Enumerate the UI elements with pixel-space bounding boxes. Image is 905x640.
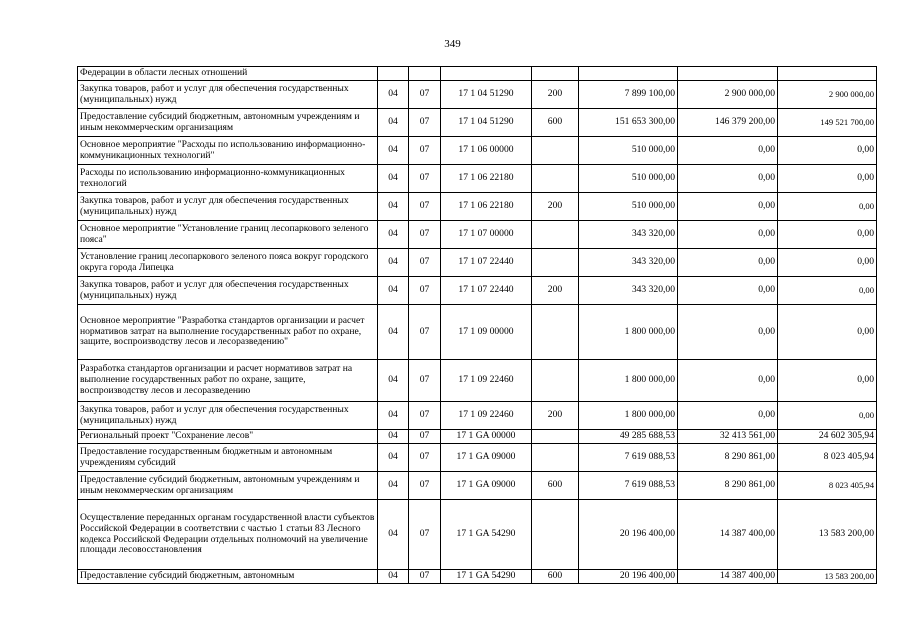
expense-type-code-cell: 200 [532, 277, 579, 305]
table-row [78, 67, 877, 81]
expense-type-code-cell: 600 [532, 570, 579, 584]
expense-type-code-cell [532, 249, 579, 277]
target-article-code-cell: 17 1 04 51290 [441, 81, 532, 109]
target-article-code-cell: 17 1 GA 00000 [441, 430, 532, 444]
amount-year-1-cell: 7 619 088,53 [579, 472, 678, 500]
target-article-code-cell: 17 1 09 22460 [441, 360, 532, 402]
amount-year-1-cell: 49 285 688,53 [579, 430, 678, 444]
amount-year-3-cell: 0,00 [778, 402, 877, 430]
table-row [78, 249, 877, 277]
row-name-cell: Основное мероприятие "Расходы по использованию информационно-коммуникационных технологий" [78, 137, 378, 165]
expense-type-code-cell: 200 [532, 402, 579, 430]
expense-type-code-cell [532, 430, 579, 444]
subsection-code-cell: 07 [409, 444, 441, 472]
subsection-code-cell: 07 [409, 402, 441, 430]
amount-year-2-cell: 146 379 200,00 [678, 109, 778, 137]
amount-year-3-cell: 24 602 305,94 [778, 430, 877, 444]
table-row [78, 472, 877, 500]
row-name-cell: Федерации в области лесных отношений [78, 67, 378, 81]
section-code-cell: 04 [378, 165, 409, 193]
section-code-cell: 04 [378, 430, 409, 444]
expense-type-code-cell [532, 444, 579, 472]
target-article-code-cell: 17 1 GA 54290 [441, 570, 532, 584]
section-code-cell: 04 [378, 277, 409, 305]
target-article-code-cell: 17 1 07 22440 [441, 277, 532, 305]
expense-type-code-cell [532, 305, 579, 360]
subsection-code-cell: 07 [409, 249, 441, 277]
table-row [78, 81, 877, 109]
section-code-cell: 04 [378, 193, 409, 221]
subsection-code-cell: 07 [409, 430, 441, 444]
row-name-cell: Закупка товаров, работ и услуг для обеспечения государственных (муниципальных) нужд [78, 402, 378, 430]
amount-year-1-cell: 1 800 000,00 [579, 305, 678, 360]
section-code-cell: 04 [378, 472, 409, 500]
subsection-code-cell: 07 [409, 277, 441, 305]
amount-year-3-cell: 0,00 [778, 249, 877, 277]
amount-year-2-cell: 0,00 [678, 137, 778, 165]
target-article-code-cell: 17 1 GA 09000 [441, 444, 532, 472]
amount-year-2-cell: 32 413 561,00 [678, 430, 778, 444]
section-code-cell: 04 [378, 570, 409, 584]
table-row [78, 305, 877, 360]
subsection-code-cell: 07 [409, 193, 441, 221]
row-name-cell: Предоставление субсидий бюджетным, автономным [78, 570, 378, 584]
table-row [78, 221, 877, 249]
row-name-cell: Закупка товаров, работ и услуг для обеспечения государственных (муниципальных) нужд [78, 81, 378, 109]
section-code-cell: 04 [378, 137, 409, 165]
section-code-cell: 04 [378, 221, 409, 249]
target-article-code-cell: 17 1 04 51290 [441, 109, 532, 137]
table-row [78, 430, 877, 444]
expense-type-code-cell [532, 360, 579, 402]
amount-year-2-cell: 0,00 [678, 193, 778, 221]
target-article-code-cell: 17 1 06 22180 [441, 193, 532, 221]
amount-year-2-cell: 0,00 [678, 402, 778, 430]
amount-year-2-cell: 0,00 [678, 360, 778, 402]
target-article-code-cell: 17 1 06 00000 [441, 137, 532, 165]
expense-type-code-cell [532, 67, 579, 81]
amount-year-3-cell: 149 521 700,00 [778, 109, 877, 137]
table-row [78, 500, 877, 570]
amount-year-1-cell: 1 800 000,00 [579, 402, 678, 430]
amount-year-1-cell: 1 800 000,00 [579, 360, 678, 402]
target-article-code-cell: 17 1 GA 09000 [441, 472, 532, 500]
expense-type-code-cell: 200 [532, 81, 579, 109]
row-name-cell: Предоставление субсидий бюджетным, автономным учреждениям и иным некоммерческим организациям [78, 109, 378, 137]
amount-year-2-cell: 8 290 861,00 [678, 444, 778, 472]
table-row [78, 137, 877, 165]
amount-year-1-cell: 343 320,00 [579, 249, 678, 277]
subsection-code-cell: 07 [409, 500, 441, 570]
section-code-cell: 04 [378, 500, 409, 570]
amount-year-3-cell: 0,00 [778, 193, 877, 221]
target-article-code-cell: 17 1 07 00000 [441, 221, 532, 249]
subsection-code-cell: 07 [409, 570, 441, 584]
amount-year-2-cell: 0,00 [678, 249, 778, 277]
table-row [78, 444, 877, 472]
page-number: 349 [444, 38, 461, 50]
target-article-code-cell: 17 1 GA 54290 [441, 500, 532, 570]
amount-year-2-cell: 0,00 [678, 165, 778, 193]
subsection-code-cell [409, 67, 441, 81]
section-code-cell [378, 67, 409, 81]
amount-year-1-cell: 20 196 400,00 [579, 570, 678, 584]
amount-year-3-cell: 0,00 [778, 221, 877, 249]
table-row [78, 109, 877, 137]
row-name-cell: Предоставление субсидий бюджетным, автономным учреждениям и иным некоммерческим организациям [78, 472, 378, 500]
expense-type-code-cell: 600 [532, 472, 579, 500]
row-name-cell: Разработка стандартов организации и расчет нормативов затрат на выполнение государственных работ по охране, защите, воспроизводству лесов и лесоразведению [78, 360, 378, 402]
amount-year-3-cell: 13 583 200,00 [778, 570, 877, 584]
row-name-cell: Закупка товаров, работ и услуг для обеспечения государственных (муниципальных) нужд [78, 193, 378, 221]
budget-table [77, 66, 877, 584]
target-article-code-cell: 17 1 07 22440 [441, 249, 532, 277]
target-article-code-cell: 17 1 09 22460 [441, 402, 532, 430]
amount-year-3-cell [778, 67, 877, 81]
amount-year-1-cell [579, 67, 678, 81]
amount-year-1-cell: 20 196 400,00 [579, 500, 678, 570]
amount-year-2-cell: 14 387 400,00 [678, 500, 778, 570]
row-name-cell: Установление границ лесопаркового зеленого пояса вокруг городского округа города Липецка [78, 249, 378, 277]
section-code-cell: 04 [378, 81, 409, 109]
expense-type-code-cell [532, 137, 579, 165]
amount-year-1-cell: 7 899 100,00 [579, 81, 678, 109]
amount-year-1-cell: 343 320,00 [579, 277, 678, 305]
amount-year-3-cell: 8 023 405,94 [778, 444, 877, 472]
expense-type-code-cell [532, 221, 579, 249]
amount-year-2-cell [678, 67, 778, 81]
section-code-cell: 04 [378, 109, 409, 137]
section-code-cell: 04 [378, 402, 409, 430]
table-row [78, 165, 877, 193]
amount-year-2-cell: 0,00 [678, 221, 778, 249]
amount-year-3-cell: 0,00 [778, 137, 877, 165]
row-name-cell: Осуществление переданных органам государственной власти субъектов Российской Федерации в соответствии с частью 1 статьи 83 Лесного кодекса Российской Федерации отдельных полномочий на увеличение площади лесовосстановления [78, 500, 378, 570]
subsection-code-cell: 07 [409, 221, 441, 249]
target-article-code-cell [441, 67, 532, 81]
amount-year-2-cell: 8 290 861,00 [678, 472, 778, 500]
amount-year-2-cell: 0,00 [678, 305, 778, 360]
amount-year-1-cell: 343 320,00 [579, 221, 678, 249]
amount-year-2-cell: 14 387 400,00 [678, 570, 778, 584]
expense-type-code-cell: 600 [532, 109, 579, 137]
row-name-cell: Предоставление государственным бюджетным и автономным учреждениям субсидий [78, 444, 378, 472]
amount-year-3-cell: 2 900 000,00 [778, 81, 877, 109]
amount-year-3-cell: 0,00 [778, 360, 877, 402]
amount-year-2-cell: 2 900 000,00 [678, 81, 778, 109]
subsection-code-cell: 07 [409, 137, 441, 165]
row-name-cell: Закупка товаров, работ и услуг для обеспечения государственных (муниципальных) нужд [78, 277, 378, 305]
amount-year-3-cell: 0,00 [778, 305, 877, 360]
expense-type-code-cell [532, 165, 579, 193]
table-row [78, 570, 877, 584]
subsection-code-cell: 07 [409, 165, 441, 193]
amount-year-3-cell: 13 583 200,00 [778, 500, 877, 570]
subsection-code-cell: 07 [409, 472, 441, 500]
section-code-cell: 04 [378, 305, 409, 360]
amount-year-1-cell: 510 000,00 [579, 165, 678, 193]
row-name-cell: Региональный проект "Сохранение лесов" [78, 430, 378, 444]
subsection-code-cell: 07 [409, 81, 441, 109]
amount-year-3-cell: 0,00 [778, 165, 877, 193]
section-code-cell: 04 [378, 249, 409, 277]
amount-year-1-cell: 510 000,00 [579, 193, 678, 221]
table-row [78, 193, 877, 221]
section-code-cell: 04 [378, 360, 409, 402]
row-name-cell: Расходы по использованию информационно-коммуникационных технологий [78, 165, 378, 193]
expense-type-code-cell [532, 500, 579, 570]
table-row [78, 360, 877, 402]
amount-year-1-cell: 510 000,00 [579, 137, 678, 165]
target-article-code-cell: 17 1 06 22180 [441, 165, 532, 193]
target-article-code-cell: 17 1 09 00000 [441, 305, 532, 360]
section-code-cell: 04 [378, 444, 409, 472]
subsection-code-cell: 07 [409, 109, 441, 137]
row-name-cell: Основное мероприятие "Разработка стандартов организации и расчет нормативов затрат на выполнение государственных работ по охране, защите, воспроизводству лесов и лесоразведению" [78, 305, 378, 360]
amount-year-2-cell: 0,00 [678, 277, 778, 305]
amount-year-1-cell: 151 653 300,00 [579, 109, 678, 137]
subsection-code-cell: 07 [409, 305, 441, 360]
expense-type-code-cell: 200 [532, 193, 579, 221]
subsection-code-cell: 07 [409, 360, 441, 402]
table-row [78, 402, 877, 430]
amount-year-1-cell: 7 619 088,53 [579, 444, 678, 472]
amount-year-3-cell: 0,00 [778, 277, 877, 305]
table-row [78, 277, 877, 305]
row-name-cell: Основное мероприятие "Установление границ лесопаркового зеленого пояса" [78, 221, 378, 249]
amount-year-3-cell: 8 023 405,94 [778, 472, 877, 500]
